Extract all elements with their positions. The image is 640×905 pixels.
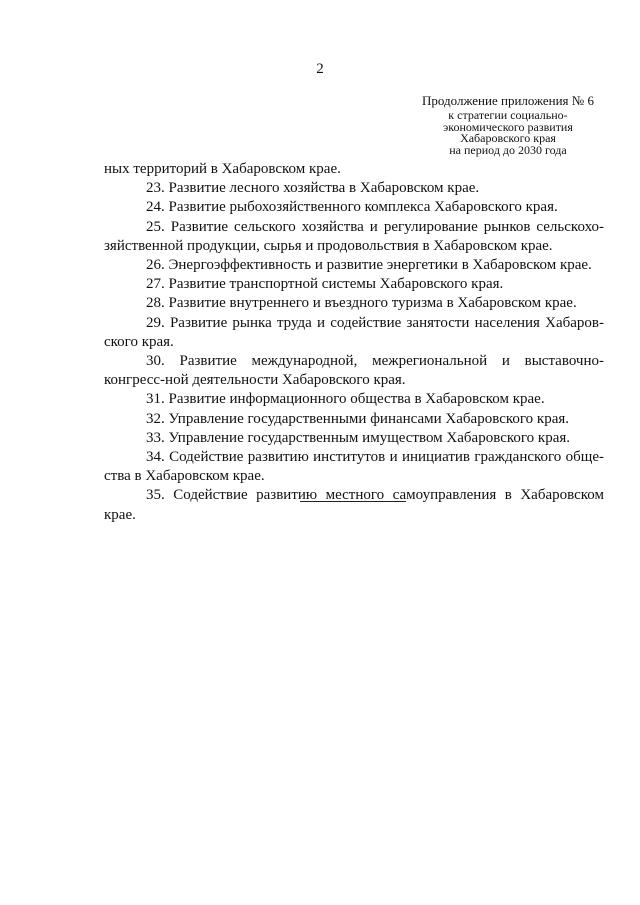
document-body [104,160,604,525]
header-note-line-3: экономического развития [443,119,573,134]
list-item-31: 31. Развитие информационного общества в Хабаровском крае. [146,391,545,408]
list-item-32: 32. Управление государственными финансами Хабаровского края. [146,410,570,427]
appendix-header-note [410,93,606,156]
closing-divider [300,501,406,502]
list-item-26: 26. Энергоэффективность и развитие энергетики в Хабаровском крае. [146,257,592,274]
list-item-30: 30. Развитие международной, межрегиональной и выставочно-конгресс-ной деятельности Хабаровского края. [104,353,604,389]
list-item-35: 35. Содействие развитию местного самоуправления в Хабаровском крае. [104,487,604,523]
header-note-line-5: на период до 2030 года [449,142,567,157]
list-item-29: 29. Развитие рынка труда и содействие занятости населения Хабаров-ского края. [104,314,604,350]
list-item-33: 33. Управление государственным имуществом Хабаровского края. [146,429,571,446]
list-item-28: 28. Развитие внутреннего и въездного туризма в Хабаровском крае. [146,295,577,312]
list-item-25: 25. Развитие сельского хозяйства и регулирование рынков сельскохо-зяйственной продукции, сырья и продовольствия в Хабаровском крае. [104,218,604,254]
list-item-continuation: ных территорий в Хабаровском крае. [104,161,341,177]
list-item-24: 24. Развитие рыбохозяйственного комплекса Хабаровского края. [146,199,558,216]
page-number: 2 [316,61,324,77]
list-item-27: 27. Развитие транспортной системы Хабаровского края. [146,276,504,293]
header-note-line-2: к стратегии социально- [448,108,568,122]
header-note-line-4: Хабаровского края [460,131,556,145]
list-item-34: 34. Содействие развитию институтов и инициатив гражданского обще-ства в Хабаровском крае. [104,449,604,485]
header-note-line-1: Продолжение приложения № 6 [422,93,594,108]
list-item-23: 23. Развитие лесного хозяйства в Хабаровском крае. [146,180,480,197]
